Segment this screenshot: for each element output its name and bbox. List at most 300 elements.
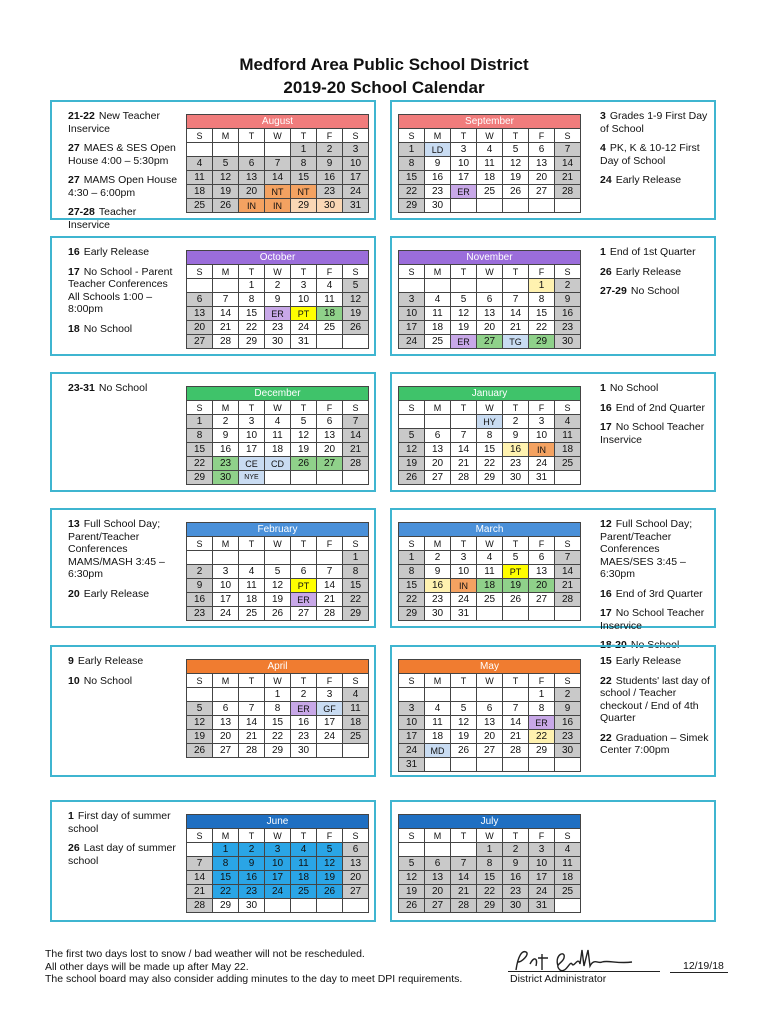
day-cell: 1 (343, 551, 369, 565)
day-cell: 20 (529, 171, 555, 185)
day-cell: 23 (503, 457, 529, 471)
day-cell: 26 (213, 199, 239, 213)
weekday-header: S (555, 265, 581, 279)
day-cell: 19 (291, 443, 317, 457)
empty-cell (317, 471, 343, 485)
day-cell: 13 (213, 716, 239, 730)
day-cell: 2 (555, 279, 581, 293)
calendar-december (186, 386, 369, 485)
notes-october (68, 246, 178, 342)
day-cell: 6 (213, 702, 239, 716)
note-item (68, 842, 178, 867)
note-text: No School (83, 322, 133, 335)
note-text: End of 3rd Quarter (615, 587, 703, 600)
note-date: 26 (600, 265, 612, 278)
note-date: 23-31 (68, 382, 95, 394)
note-text: Early Release (615, 265, 682, 278)
day-cell: 8 (529, 293, 555, 307)
weekday-header: S (187, 129, 213, 143)
day-cell: PT (291, 307, 317, 321)
note-text: No School (83, 674, 133, 687)
week-row (399, 688, 581, 702)
week-row (399, 702, 581, 716)
day-cell: 5 (187, 702, 213, 716)
day-cell: TG (503, 335, 529, 349)
empty-cell (555, 607, 581, 621)
week-row (399, 429, 581, 443)
week-row (399, 171, 581, 185)
day-cell: 15 (187, 443, 213, 457)
note-text: Grades 1-9 First Day of School (600, 110, 708, 135)
day-cell: 27 (477, 744, 503, 758)
day-cell: 26 (317, 885, 343, 899)
day-cell: 22 (477, 457, 503, 471)
day-cell: 6 (529, 551, 555, 565)
day-cell: 7 (213, 293, 239, 307)
weekday-header: M (425, 401, 451, 415)
note-date: 12 (600, 518, 612, 530)
day-cell: 9 (425, 157, 451, 171)
day-cell: 5 (399, 857, 425, 871)
day-cell: 30 (503, 899, 529, 913)
day-cell: 9 (425, 565, 451, 579)
day-cell: 5 (451, 293, 477, 307)
day-cell: 4 (317, 279, 343, 293)
day-cell: 23 (265, 321, 291, 335)
note-text: Full School Day; Parent/Teacher Conferences MAMS/MASH 3:45 – 6:30pm (68, 518, 165, 580)
empty-cell (477, 688, 503, 702)
week-row (399, 551, 581, 565)
day-cell: 24 (399, 744, 425, 758)
weekday-header: S (343, 129, 369, 143)
day-cell: 23 (213, 457, 239, 471)
day-cell: 2 (503, 415, 529, 429)
day-cell: 26 (265, 607, 291, 621)
day-cell: 3 (399, 702, 425, 716)
day-cell: 21 (451, 885, 477, 899)
week-row (399, 758, 581, 772)
week-row (187, 185, 369, 199)
day-cell: 28 (451, 899, 477, 913)
day-cell: 14 (555, 157, 581, 171)
day-cell: 27 (291, 607, 317, 621)
day-cell: 24 (529, 885, 555, 899)
day-cell: 23 (425, 593, 451, 607)
empty-cell (477, 279, 503, 293)
empty-cell (425, 279, 451, 293)
note-date: 22 (600, 674, 612, 687)
day-cell: 21 (317, 593, 343, 607)
weekday-header: W (265, 401, 291, 415)
day-cell: 18 (425, 321, 451, 335)
day-cell: 28 (451, 471, 477, 485)
day-cell: 29 (213, 899, 239, 913)
note-date: 16 (600, 587, 612, 600)
day-cell: 21 (451, 457, 477, 471)
day-cell: 26 (503, 593, 529, 607)
day-cell: 3 (529, 843, 555, 857)
day-cell: 27 (425, 471, 451, 485)
day-cell: 19 (503, 579, 529, 593)
empty-cell (529, 199, 555, 213)
day-cell: 4 (425, 702, 451, 716)
day-cell: 19 (399, 885, 425, 899)
calendar-august (186, 114, 369, 213)
note-text: Early Release (615, 655, 682, 667)
day-cell: 6 (317, 415, 343, 429)
day-cell: 4 (343, 688, 369, 702)
note-text: MAMS Open House 4:30 – 6:00pm (68, 174, 178, 199)
note-text: No School (609, 382, 659, 394)
day-cell: 13 (343, 857, 369, 871)
day-cell: 10 (399, 716, 425, 730)
day-cell: 29 (343, 607, 369, 621)
empty-cell (343, 471, 369, 485)
weekday-header: W (477, 537, 503, 551)
note-item (600, 382, 710, 395)
month-header: March (399, 523, 581, 537)
day-cell: 10 (239, 429, 265, 443)
note-date: 18-20 (600, 639, 627, 651)
day-cell: 5 (291, 415, 317, 429)
weekday-header: M (425, 265, 451, 279)
empty-cell (477, 758, 503, 772)
day-cell: 11 (187, 171, 213, 185)
day-cell: 8 (399, 565, 425, 579)
note-text: Early Release (83, 587, 150, 600)
weekday-header: F (529, 674, 555, 688)
week-row (187, 171, 369, 185)
day-cell: 24 (265, 885, 291, 899)
day-cell: 11 (239, 579, 265, 593)
week-row (399, 744, 581, 758)
day-cell: 11 (265, 429, 291, 443)
day-cell: ER (451, 185, 477, 199)
month-header: April (187, 660, 369, 674)
day-cell: 15 (477, 871, 503, 885)
note-item (600, 246, 710, 259)
weekday-header: S (399, 401, 425, 415)
note-text: No School - Parent Teacher Conferences All Schools 1:00 – 8:00pm (68, 265, 173, 315)
footer-line-1: The first two days lost to snow / bad weather will not be rescheduled. (45, 948, 365, 960)
day-cell: 21 (213, 321, 239, 335)
day-cell: 5 (399, 429, 425, 443)
week-row (187, 871, 369, 885)
day-cell: 22 (343, 593, 369, 607)
day-cell: 6 (291, 565, 317, 579)
weekday-header: W (265, 265, 291, 279)
week-row (187, 843, 369, 857)
day-cell: 16 (555, 716, 581, 730)
note-date: 10 (68, 674, 80, 687)
weekday-header: M (213, 129, 239, 143)
note-item (68, 110, 178, 135)
note-item (68, 323, 178, 336)
day-cell: 9 (187, 579, 213, 593)
week-row (187, 335, 369, 349)
weekday-header: T (503, 674, 529, 688)
calendar-february (186, 522, 369, 621)
weekday-header: W (265, 537, 291, 551)
weekday-header: M (425, 674, 451, 688)
weekday-header: S (187, 401, 213, 415)
day-cell: 22 (477, 885, 503, 899)
day-cell: 18 (477, 171, 503, 185)
note-date: 27 (68, 174, 80, 186)
empty-cell (399, 415, 425, 429)
day-cell: 20 (425, 457, 451, 471)
day-cell: 21 (555, 171, 581, 185)
day-cell: 9 (503, 429, 529, 443)
day-cell: 8 (529, 702, 555, 716)
weekday-header: T (239, 537, 265, 551)
day-cell: 12 (187, 716, 213, 730)
weekday-header: F (529, 829, 555, 843)
day-cell: 2 (213, 415, 239, 429)
day-cell: 10 (291, 293, 317, 307)
day-cell: 13 (425, 443, 451, 457)
weekday-header: T (503, 537, 529, 551)
notes-august (68, 110, 178, 238)
day-cell: 22 (399, 185, 425, 199)
day-cell: 18 (265, 443, 291, 457)
day-cell: 30 (239, 899, 265, 913)
day-cell: 16 (425, 171, 451, 185)
week-row (399, 843, 581, 857)
day-cell: 17 (529, 871, 555, 885)
note-text: Students' last day of school / Teacher checkout / End of 4th Quarter (600, 674, 710, 724)
note-date: 3 (600, 110, 606, 122)
weekday-header: S (399, 829, 425, 843)
day-cell: 14 (317, 579, 343, 593)
day-cell: 25 (291, 885, 317, 899)
day-cell: 10 (451, 565, 477, 579)
day-cell: 24 (451, 593, 477, 607)
note-date: 1 (600, 382, 606, 394)
day-cell: 10 (213, 579, 239, 593)
day-cell: 25 (425, 335, 451, 349)
empty-cell (399, 688, 425, 702)
day-cell: 23 (187, 607, 213, 621)
note-date: 4 (600, 142, 606, 154)
day-cell: 17 (239, 443, 265, 457)
week-row (187, 321, 369, 335)
day-cell: 22 (187, 457, 213, 471)
note-date: 17 (600, 607, 612, 619)
day-cell: 15 (529, 307, 555, 321)
empty-cell (503, 688, 529, 702)
day-cell: 7 (503, 702, 529, 716)
weekday-header: S (343, 401, 369, 415)
day-cell: 4 (477, 143, 503, 157)
empty-cell (451, 688, 477, 702)
day-cell: 17 (213, 593, 239, 607)
day-cell: 17 (265, 871, 291, 885)
month-header: November (399, 251, 581, 265)
weekday-header: M (425, 537, 451, 551)
day-cell: 19 (213, 185, 239, 199)
week-row (399, 471, 581, 485)
day-cell: 17 (399, 321, 425, 335)
day-cell: 30 (317, 199, 343, 213)
day-cell: 29 (399, 607, 425, 621)
weekday-header: F (529, 265, 555, 279)
day-cell: 14 (213, 307, 239, 321)
day-cell: 12 (451, 716, 477, 730)
weekday-header: W (265, 674, 291, 688)
weekday-header: S (187, 537, 213, 551)
day-cell: 30 (425, 199, 451, 213)
footer-line-2: All other days will be made up after May 22. (45, 960, 249, 973)
note-text: Full School Day; Parent/Teacher Conferences MAES/SES 3:45 – 6:30pm (600, 518, 693, 580)
day-cell: 4 (239, 565, 265, 579)
day-cell: 18 (317, 307, 343, 321)
day-cell: 1 (477, 843, 503, 857)
day-cell: 27 (213, 744, 239, 758)
calendar-january (398, 386, 581, 485)
day-cell: 3 (343, 143, 369, 157)
month-header: February (187, 523, 369, 537)
month-header: June (187, 815, 369, 829)
weekday-header: T (239, 401, 265, 415)
empty-cell (239, 143, 265, 157)
month-header: May (399, 660, 581, 674)
note-text: Teacher Inservice (68, 206, 137, 231)
note-date: 9 (68, 655, 74, 667)
empty-cell (451, 843, 477, 857)
day-cell: HY (477, 415, 503, 429)
note-date: 18 (68, 322, 80, 335)
notes-april (68, 655, 178, 694)
weekday-header: T (503, 829, 529, 843)
empty-cell (343, 899, 369, 913)
day-cell: 29 (399, 199, 425, 213)
day-cell: 2 (503, 843, 529, 857)
weekday-header: T (451, 674, 477, 688)
note-text: No School Teacher Inservice (600, 421, 705, 446)
week-row (399, 293, 581, 307)
day-cell: 20 (529, 579, 555, 593)
empty-cell (187, 551, 213, 565)
note-item (68, 246, 178, 259)
empty-cell (399, 279, 425, 293)
day-cell: 27 (317, 457, 343, 471)
day-cell: 7 (503, 293, 529, 307)
day-cell: 28 (317, 607, 343, 621)
day-cell: 11 (343, 702, 369, 716)
signature-date: 12/19/18 (683, 960, 724, 972)
week-row (187, 565, 369, 579)
notes-november (600, 246, 710, 305)
weekday-header: T (239, 265, 265, 279)
day-cell: 13 (529, 157, 555, 171)
day-cell: 1 (399, 143, 425, 157)
day-cell: 9 (555, 702, 581, 716)
day-cell: 22 (399, 593, 425, 607)
week-row (399, 565, 581, 579)
day-cell: 3 (265, 843, 291, 857)
empty-cell (213, 551, 239, 565)
weekday-header: T (451, 537, 477, 551)
note-text: No School (98, 382, 148, 394)
note-item (600, 655, 710, 668)
day-cell: 9 (555, 293, 581, 307)
notes-september (600, 110, 710, 194)
day-cell: 20 (425, 885, 451, 899)
day-cell: 15 (265, 716, 291, 730)
day-cell: 14 (239, 716, 265, 730)
empty-cell (213, 688, 239, 702)
day-cell: 23 (503, 885, 529, 899)
empty-cell (291, 899, 317, 913)
week-row (399, 307, 581, 321)
day-cell: 20 (317, 443, 343, 457)
day-cell: 2 (291, 688, 317, 702)
weekday-header: S (187, 265, 213, 279)
day-cell: 8 (477, 429, 503, 443)
note-date: 20 (68, 587, 80, 600)
day-cell: 8 (399, 157, 425, 171)
note-item (600, 732, 710, 757)
note-item (68, 655, 178, 668)
day-cell: 23 (555, 321, 581, 335)
day-cell: 2 (239, 843, 265, 857)
day-cell: 11 (425, 716, 451, 730)
day-cell: 4 (555, 415, 581, 429)
week-row (399, 185, 581, 199)
day-cell: 6 (477, 293, 503, 307)
weekday-header: S (399, 129, 425, 143)
day-cell: 30 (503, 471, 529, 485)
day-cell: 3 (239, 415, 265, 429)
notes-january (600, 382, 710, 453)
note-date: 27-29 (600, 285, 627, 297)
day-cell: 16 (213, 443, 239, 457)
day-cell: 29 (477, 471, 503, 485)
day-cell: 14 (265, 171, 291, 185)
day-cell: 7 (187, 857, 213, 871)
weekday-header: T (239, 129, 265, 143)
day-cell: 11 (555, 429, 581, 443)
note-date: 17 (68, 265, 80, 278)
calendar-september (398, 114, 581, 213)
day-cell: 13 (477, 716, 503, 730)
day-cell: PT (291, 579, 317, 593)
day-cell: 26 (343, 321, 369, 335)
week-row (399, 885, 581, 899)
weekday-header: S (555, 401, 581, 415)
empty-cell (425, 843, 451, 857)
note-item (600, 588, 710, 601)
day-cell: 29 (291, 199, 317, 213)
day-cell: 10 (451, 157, 477, 171)
day-cell: 30 (555, 744, 581, 758)
note-text: End of 2nd Quarter (615, 401, 705, 414)
day-cell: 12 (265, 579, 291, 593)
day-cell: 18 (555, 443, 581, 457)
day-cell: 10 (529, 429, 555, 443)
day-cell: NT (265, 185, 291, 199)
day-cell: NYE (239, 471, 265, 485)
day-cell: 3 (451, 143, 477, 157)
empty-cell (451, 279, 477, 293)
weekday-header: F (317, 674, 343, 688)
signature-line (508, 971, 660, 972)
day-cell: 15 (399, 579, 425, 593)
calendar-october (186, 250, 369, 349)
weekday-header: S (187, 829, 213, 843)
day-cell: 4 (187, 157, 213, 171)
